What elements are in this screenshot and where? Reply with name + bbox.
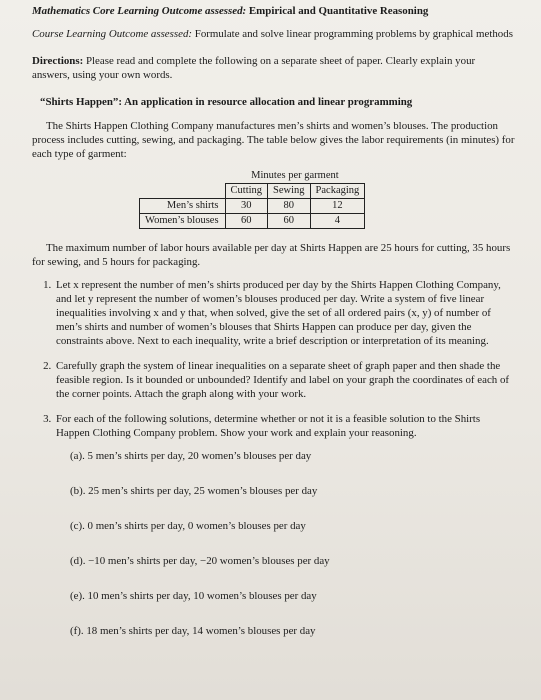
labor-table — [139, 169, 365, 229]
core-outcome-label: Mathematics Core Learning Outcome assessed: — [32, 5, 247, 17]
directions-text: Please read and complete the following on a separate sheet of paper. Clearly explain your answers, using your own words. — [32, 55, 476, 81]
table-header-row — [140, 184, 365, 199]
question-list — [32, 278, 515, 638]
table-row — [140, 214, 365, 229]
table-cell: 30 — [225, 199, 268, 214]
problem-title: “Shirts Happen”: An application in resource allocation and linear programming — [40, 96, 413, 108]
solution-item: (d). −10 men’s shirts per day, −20 women’s blouses per day — [70, 555, 330, 567]
directions-label: Directions: — [32, 55, 84, 67]
course-outcome-label: Course Learning Outcome assessed: — [32, 28, 193, 40]
intro-paragraph: The Shirts Happen Clothing Company manufactures men’s shirts and women’s blouses. The production process includes cutting, sewing, and packaging. The table below gives the labor requirements (in minutes) for each type of garment: — [32, 120, 515, 160]
table-cell: 4 — [310, 214, 365, 229]
question-text: Carefully graph the system of linear inequalities on a separate sheet of graph paper and then shade the feasible region. Is it bounded or unbounded? Identify and label on your graph the coordinates of each of the corner points. Attach the graph along with your work. — [56, 360, 510, 400]
solution-item: (e). 10 men’s shirts per day, 10 women’s blouses per day — [70, 590, 317, 602]
core-outcome-value: Empirical and Quantitative Reasoning — [248, 5, 429, 17]
row-label: Women’s blouses — [140, 214, 226, 229]
question-item — [54, 278, 515, 348]
question-text: For each of the following solutions, determine whether or not it is a feasible solution to the Shirts Happen Clothing Company problem. Show your work and explain your reasoning. — [56, 413, 481, 439]
table-cell: 12 — [310, 199, 365, 214]
table-row — [140, 199, 365, 214]
column-header: Sewing — [268, 184, 311, 199]
solution-item: (b). 25 men’s shirts per day, 25 women’s blouses per day — [70, 485, 318, 497]
question-text: Let x represent the number of men’s shirts produced per day by the Shirts Happen Clothing Company, and let y represent the number of women’s blouses produced per day. Write a system of five linear inequalities involving x and y that, when solved, give the set of all ordered pairs (x, y) of number of men’s shirts and number of women’s blouses that Shirts Happen can produce per day, given the constraints above. Next to each inequality, write a brief description or interpretation of its meaning. — [56, 279, 501, 347]
row-label: Men’s shirts — [140, 199, 226, 214]
column-header: Cutting — [225, 184, 268, 199]
course-outcome-value: Formulate and solve linear programming problems by graphical methods — [194, 28, 513, 40]
question-item — [54, 359, 515, 401]
table-cell: 60 — [225, 214, 268, 229]
column-header: Packaging — [310, 184, 365, 199]
solution-item: (f). 18 men’s shirts per day, 14 women’s blouses per day — [70, 625, 316, 637]
core-outcome-line — [32, 4, 515, 18]
table-caption-row — [140, 169, 365, 184]
solution-list — [70, 449, 515, 638]
table-caption: Minutes per garment — [251, 170, 339, 181]
course-outcome-line — [32, 27, 515, 41]
table-cell: 60 — [268, 214, 311, 229]
table-cell: 80 — [268, 199, 311, 214]
solution-item: (a). 5 men’s shirts per day, 20 women’s blouses per day — [70, 450, 312, 462]
hours-paragraph: The maximum number of labor hours available per day at Shirts Happen are 25 hours for cutting, 35 hours for sewing, and 5 hours for packaging. — [32, 242, 511, 268]
solution-item: (c). 0 men’s shirts per day, 0 women’s blouses per day — [70, 520, 306, 532]
question-item — [54, 412, 515, 638]
directions — [32, 54, 515, 82]
